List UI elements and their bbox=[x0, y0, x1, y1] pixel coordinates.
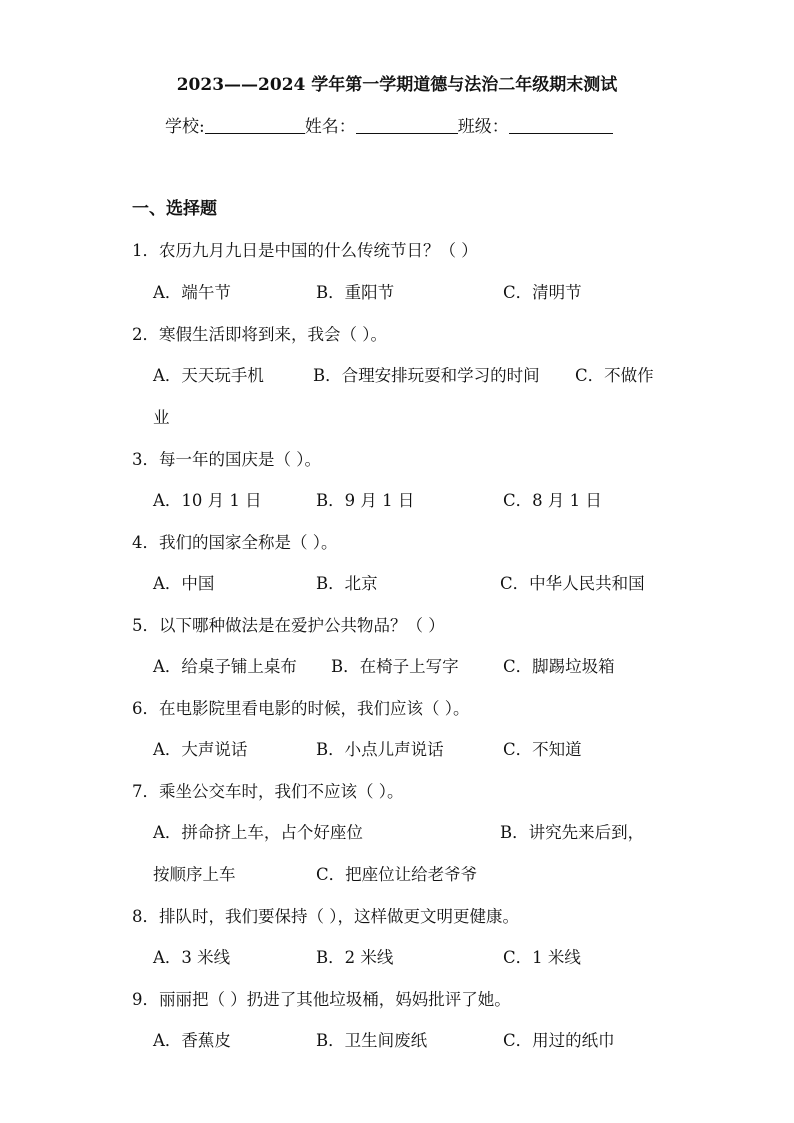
question-stem: 5．以下哪种做法是在爱护公共物品？（ ） bbox=[132, 616, 445, 635]
option-a: A．天天玩手机 bbox=[153, 366, 264, 385]
option-c: C．不做作 bbox=[575, 366, 654, 385]
option-b: B．9 月 1 日 bbox=[316, 491, 415, 510]
question-stem: 8．排队时，我们要保持（ ），这样做更文明更健康。 bbox=[132, 907, 519, 926]
student-info-line bbox=[165, 112, 613, 137]
option-continuation: 按顺序上车 bbox=[153, 865, 236, 884]
question-stem: 6．在电影院里看电影的时候，我们应该（ ）。 bbox=[132, 699, 470, 718]
option-c: C．8 月 1 日 bbox=[503, 491, 602, 510]
option-a: A．中国 bbox=[153, 574, 215, 593]
school-label: 学校: bbox=[165, 117, 205, 137]
option-a: A．拼命挤上车，占个好座位 bbox=[153, 823, 363, 842]
name-label: 姓名： bbox=[304, 117, 356, 137]
option-c: C．脚踢垃圾箱 bbox=[503, 657, 615, 676]
option-a: A．10 月 1 日 bbox=[153, 491, 262, 510]
option-b: B．重阳节 bbox=[316, 283, 395, 302]
question-stem: 2．寒假生活即将到来，我会（ ）。 bbox=[132, 325, 387, 344]
option-a: A．大声说话 bbox=[153, 740, 248, 759]
question-stem: 7．乘坐公交车时，我们不应该（ ）。 bbox=[132, 782, 404, 801]
option-c: C．把座位让给老爷爷 bbox=[316, 865, 478, 884]
option-c: C．用过的纸巾 bbox=[503, 1031, 615, 1050]
option-continuation: 业 bbox=[153, 408, 170, 427]
option-b: B．卫生间废纸 bbox=[316, 1031, 428, 1050]
option-c: C．1 米线 bbox=[503, 948, 581, 967]
option-a: A．香蕉皮 bbox=[153, 1031, 231, 1050]
section-title: 一、选择题 bbox=[132, 199, 217, 219]
question-stem: 4．我们的国家全称是（ ）。 bbox=[132, 533, 338, 552]
option-b: B．2 米线 bbox=[316, 948, 394, 967]
option-a: A．3 米线 bbox=[153, 948, 231, 967]
option-b: B．讲究先来后到， bbox=[500, 823, 645, 842]
option-c: C．清明节 bbox=[503, 283, 582, 302]
option-a: A．端午节 bbox=[153, 283, 231, 302]
option-c: C．不知道 bbox=[503, 740, 582, 759]
question-stem: 9．丽丽把（ ）扔进了其他垃圾桶，妈妈批评了她。 bbox=[132, 990, 511, 1009]
class-blank[interactable] bbox=[509, 117, 613, 134]
option-b: B．小点儿声说话 bbox=[316, 740, 444, 759]
class-label: 班级： bbox=[457, 117, 509, 137]
page-title: 2023——2024 学年第一学期道德与法治二年级期末测试 bbox=[176, 75, 618, 95]
option-a: A．给桌子铺上桌布 bbox=[153, 657, 297, 676]
question-stem: 1．农历九月九日是中国的什么传统节日？（ ） bbox=[132, 241, 478, 260]
school-blank[interactable] bbox=[205, 117, 305, 134]
option-b: B．合理安排玩耍和学习的时间 bbox=[313, 366, 540, 385]
question-stem: 3．每一年的国庆是（ ）。 bbox=[132, 450, 321, 469]
option-b: B．北京 bbox=[316, 574, 378, 593]
option-c: C．中华人民共和国 bbox=[500, 574, 645, 593]
option-b: B．在椅子上写字 bbox=[331, 657, 459, 676]
name-blank[interactable] bbox=[356, 117, 458, 134]
